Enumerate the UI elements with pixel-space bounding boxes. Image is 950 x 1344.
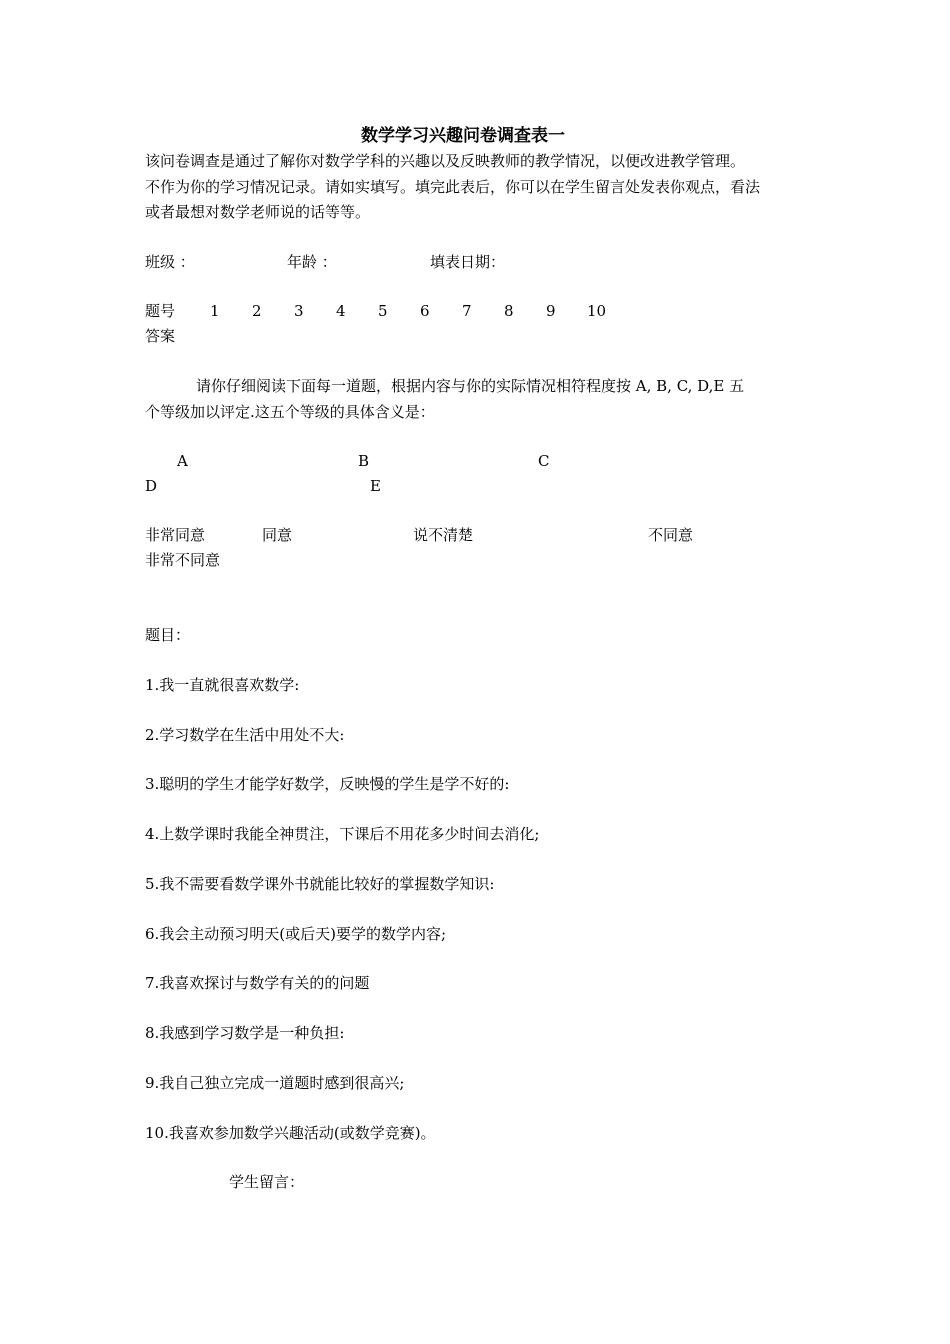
answer-row-label: 答案 (145, 327, 176, 345)
question-5: 5.我不需要看数学课外书就能比较好的掌握数学知识: (145, 875, 495, 893)
grade-b: B (358, 452, 370, 470)
instruction-line-1: 请你仔细阅读下面每一道题，根据内容与你的实际情况相符程度按 A, B, C, D,E 五 (196, 377, 745, 395)
question-number-2: 2 (252, 302, 262, 320)
question-number-1: 1 (210, 302, 220, 320)
question-3: 3.聪明的学生才能学好数学，反映慢的学生是学不好的: (145, 775, 510, 793)
question-number-9: 9 (546, 302, 556, 320)
question-2: 2.学习数学在生活中用处不大: (145, 726, 345, 744)
class-field-label: 班级 ： (145, 253, 195, 271)
question-8: 8.我感到学习数学是一种负担: (145, 1024, 345, 1042)
question-number-10: 10 (587, 302, 607, 320)
grade-meaning-b: 同意 (262, 526, 293, 544)
question-number-3: 3 (294, 302, 304, 320)
grade-meaning-c: 说不清楚 (413, 526, 474, 544)
intro-line-2: 不作为你的学习情况记录。请如实填写。填完此表后，你可以在学生留言处发表你观点，看法 (145, 178, 761, 196)
grade-e: E (370, 477, 381, 495)
question-number-5: 5 (378, 302, 388, 320)
instruction-line-2: 个等级加以评定.这五个等级的具体含义是： (145, 403, 435, 421)
question-10: 10.我喜欢参加数学兴趣活动(或数学竞赛)。 (145, 1124, 436, 1142)
intro-line-3: 或者最想对数学老师说的话等等。 (145, 203, 371, 221)
question-number-7: 7 (462, 302, 472, 320)
page-title: 数学学习兴趣问卷调查表一 (361, 126, 565, 146)
grade-d: D (145, 477, 158, 495)
grade-meaning-e: 非常不同意 (145, 551, 221, 569)
question-1: 1.我一直就很喜欢数学: (145, 676, 300, 694)
grade-c: C (538, 452, 550, 470)
grade-a: A (177, 452, 188, 470)
question-7: 7.我喜欢探讨与数学有关的的问题 (145, 974, 370, 992)
date-field-label: 填表日期： (430, 253, 506, 271)
question-9: 9.我自己独立完成一道题时感到很高兴; (145, 1074, 405, 1092)
question-number-label: 题号 (145, 302, 176, 320)
grade-meaning-d: 不同意 (648, 526, 694, 544)
question-number-4: 4 (336, 302, 346, 320)
questions-heading: 题目： (145, 626, 191, 644)
question-4: 4.上数学课时我能全神贯注，下课后不用花多少时间去消化; (145, 825, 540, 843)
question-6: 6.我会主动预习明天(或后天)要学的数学内容; (145, 925, 447, 943)
age-field-label: 年龄 ： (287, 253, 337, 271)
student-comment-label: 学生留言： (229, 1173, 305, 1191)
question-number-6: 6 (420, 302, 430, 320)
grade-meaning-a: 非常同意 (145, 526, 206, 544)
intro-line-1: 该问卷调查是通过了解你对数学学科的兴趣以及反映教师的教学情况，以便改进教学管理。 (145, 152, 746, 170)
question-number-8: 8 (504, 302, 514, 320)
